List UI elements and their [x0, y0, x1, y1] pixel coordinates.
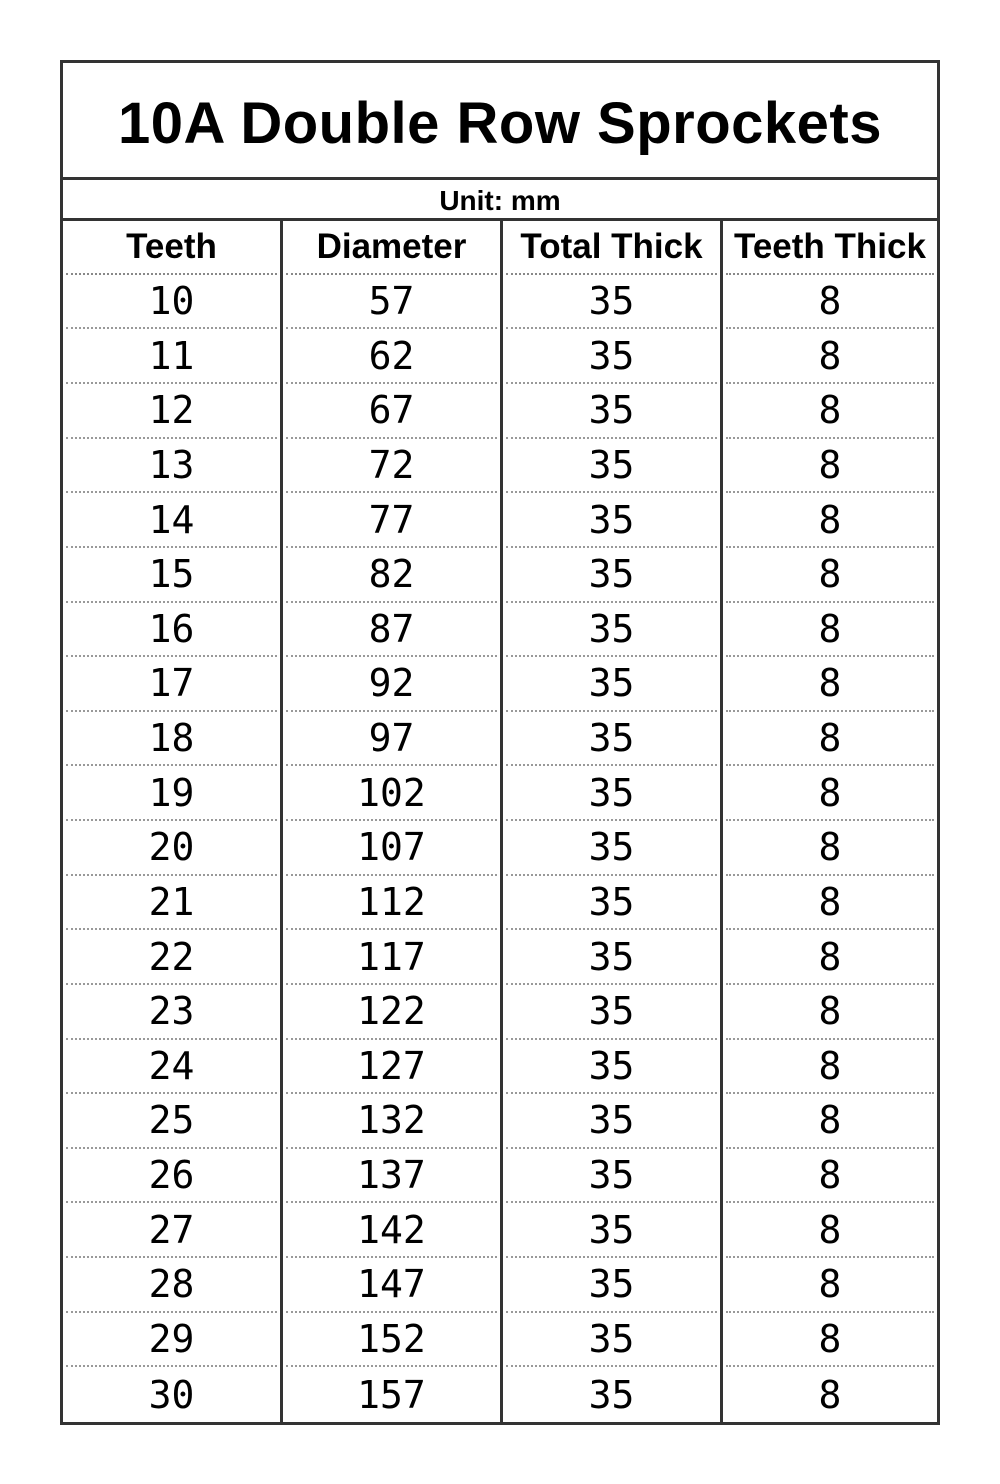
- table-cell-teeth-thick: 8: [726, 384, 934, 439]
- page-title: 10A Double Row Sprockets: [117, 90, 883, 156]
- table-cell-diameter: 112: [286, 876, 497, 931]
- table-cell-diameter: 62: [286, 329, 497, 384]
- table-cell-teeth-thick: 8: [726, 930, 934, 985]
- table-cell-teeth-thick: 8: [726, 876, 934, 931]
- table-cell-teeth-thick: 8: [726, 1040, 934, 1095]
- table-cell-total-thick: 35: [506, 1203, 717, 1258]
- table-cell-diameter: 157: [357, 1372, 426, 1417]
- table-cell-teeth: 22: [66, 930, 277, 985]
- table-cell-total-thick: 35: [506, 712, 717, 767]
- table-cell-teeth-thick: 8: [726, 1149, 934, 1204]
- table-cell-teeth: 17: [66, 657, 277, 712]
- column-teeth: [63, 221, 283, 1422]
- table-cell-teeth: 18: [66, 712, 277, 767]
- table-cell-teeth-thick: 8: [726, 275, 934, 330]
- table-cell-teeth-thick: 8: [726, 985, 934, 1040]
- table-cell-teeth: 14: [66, 493, 277, 548]
- table-cell-total-thick: 35: [506, 329, 717, 384]
- spec-table: [63, 221, 937, 1422]
- table-cell-total-thick: 35: [506, 439, 717, 494]
- column-diameter: [283, 221, 503, 1422]
- sprocket-spec-sheet: [60, 60, 940, 1425]
- table-cell-teeth: 15: [66, 548, 277, 603]
- table-cell-total-thick: 35: [506, 1258, 717, 1313]
- table-cell-total-thick: 35: [588, 1372, 635, 1417]
- table-cell-diameter: 147: [286, 1258, 497, 1313]
- table-cell-diameter: 87: [286, 603, 497, 658]
- table-cell-total-thick: 35: [506, 493, 717, 548]
- table-cell-teeth-thick: 8: [726, 548, 934, 603]
- table-cell-diameter: 117: [286, 930, 497, 985]
- table-cell-total-thick: 35: [506, 1094, 717, 1149]
- table-cell-diameter: 97: [286, 712, 497, 767]
- table-cell-teeth: 25: [66, 1094, 277, 1149]
- table-cell-total-thick: 35: [506, 876, 717, 931]
- table-cell-teeth: 11: [66, 329, 277, 384]
- column-header-diameter: Diameter: [286, 221, 497, 275]
- table-cell-teeth: 23: [66, 985, 277, 1040]
- column-header-total-thick: Total Thick: [506, 221, 717, 275]
- table-cell-teeth: 26: [66, 1149, 277, 1204]
- table-cell-total-thick: 35: [506, 548, 717, 603]
- table-cell-teeth: 29: [66, 1313, 277, 1368]
- table-cell-diameter: 77: [286, 493, 497, 548]
- table-cell-total-thick: 35: [506, 1149, 717, 1204]
- table-cell-total-thick: 35: [506, 275, 717, 330]
- table-cell-total-thick: 35: [506, 657, 717, 712]
- table-cell-diameter: 57: [286, 275, 497, 330]
- table-cell-teeth: 21: [66, 876, 277, 931]
- table-cell-total-thick: 35: [506, 766, 717, 821]
- table-cell-teeth: 28: [66, 1258, 277, 1313]
- table-cell-total-thick: 35: [506, 384, 717, 439]
- table-cell-teeth-thick: 8: [726, 766, 934, 821]
- table-cell-teeth: 12: [66, 384, 277, 439]
- table-cell-teeth: 24: [66, 1040, 277, 1095]
- table-cell-teeth-thick: 8: [726, 329, 934, 384]
- table-cell-teeth: 20: [66, 821, 277, 876]
- table-cell-diameter: 152: [286, 1313, 497, 1368]
- table-cell-teeth-thick: 8: [726, 439, 934, 494]
- table-cell-teeth-thick: 8: [726, 1313, 934, 1368]
- table-cell-teeth-thick: 8: [726, 1258, 934, 1313]
- table-cell-teeth-thick: 8: [726, 821, 934, 876]
- table-cell-total-thick: 35: [506, 1040, 717, 1095]
- table-cell-teeth: 19: [66, 766, 277, 821]
- column-header-teeth: Teeth: [66, 221, 277, 275]
- table-cell-diameter: 132: [286, 1094, 497, 1149]
- table-cell-teeth: 10: [66, 275, 277, 330]
- table-cell-teeth-thick: 8: [726, 657, 934, 712]
- table-cell-diameter: 67: [286, 384, 497, 439]
- table-cell-diameter: 107: [286, 821, 497, 876]
- table-cell-total-thick: 35: [506, 985, 717, 1040]
- table-cell-diameter: 137: [286, 1149, 497, 1204]
- table-cell-teeth: 27: [66, 1203, 277, 1258]
- table-cell-teeth-thick: 8: [726, 493, 934, 548]
- table-cell-teeth-thick: 8: [726, 712, 934, 767]
- unit-row: [63, 180, 937, 221]
- table-cell-diameter: 72: [286, 439, 497, 494]
- table-cell-teeth: 13: [66, 439, 277, 494]
- column-total-thick: [503, 221, 723, 1422]
- table-cell-teeth-thick: 8: [726, 1203, 934, 1258]
- table-cell-diameter: 142: [286, 1203, 497, 1258]
- table-cell-diameter: 122: [286, 985, 497, 1040]
- title-row: [63, 63, 937, 180]
- table-cell-total-thick: 35: [506, 821, 717, 876]
- table-cell-diameter: 127: [286, 1040, 497, 1095]
- table-cell-diameter: 102: [286, 766, 497, 821]
- table-cell-teeth: 30: [148, 1372, 195, 1417]
- table-cell-teeth: 16: [66, 603, 277, 658]
- table-cell-teeth-thick: 8: [818, 1372, 842, 1417]
- table-cell-teeth-thick: 8: [726, 1094, 934, 1149]
- unit-label: Unit: mm: [439, 185, 561, 216]
- table-cell-diameter: 92: [286, 657, 497, 712]
- table-cell-total-thick: 35: [506, 603, 717, 658]
- table-cell-diameter: 82: [286, 548, 497, 603]
- table-cell-teeth-thick: 8: [726, 603, 934, 658]
- column-teeth-thick: [723, 221, 937, 1422]
- column-header-teeth-thick: Teeth Thick: [726, 221, 934, 275]
- table-cell-total-thick: 35: [506, 930, 717, 985]
- table-cell-total-thick: 35: [506, 1313, 717, 1368]
